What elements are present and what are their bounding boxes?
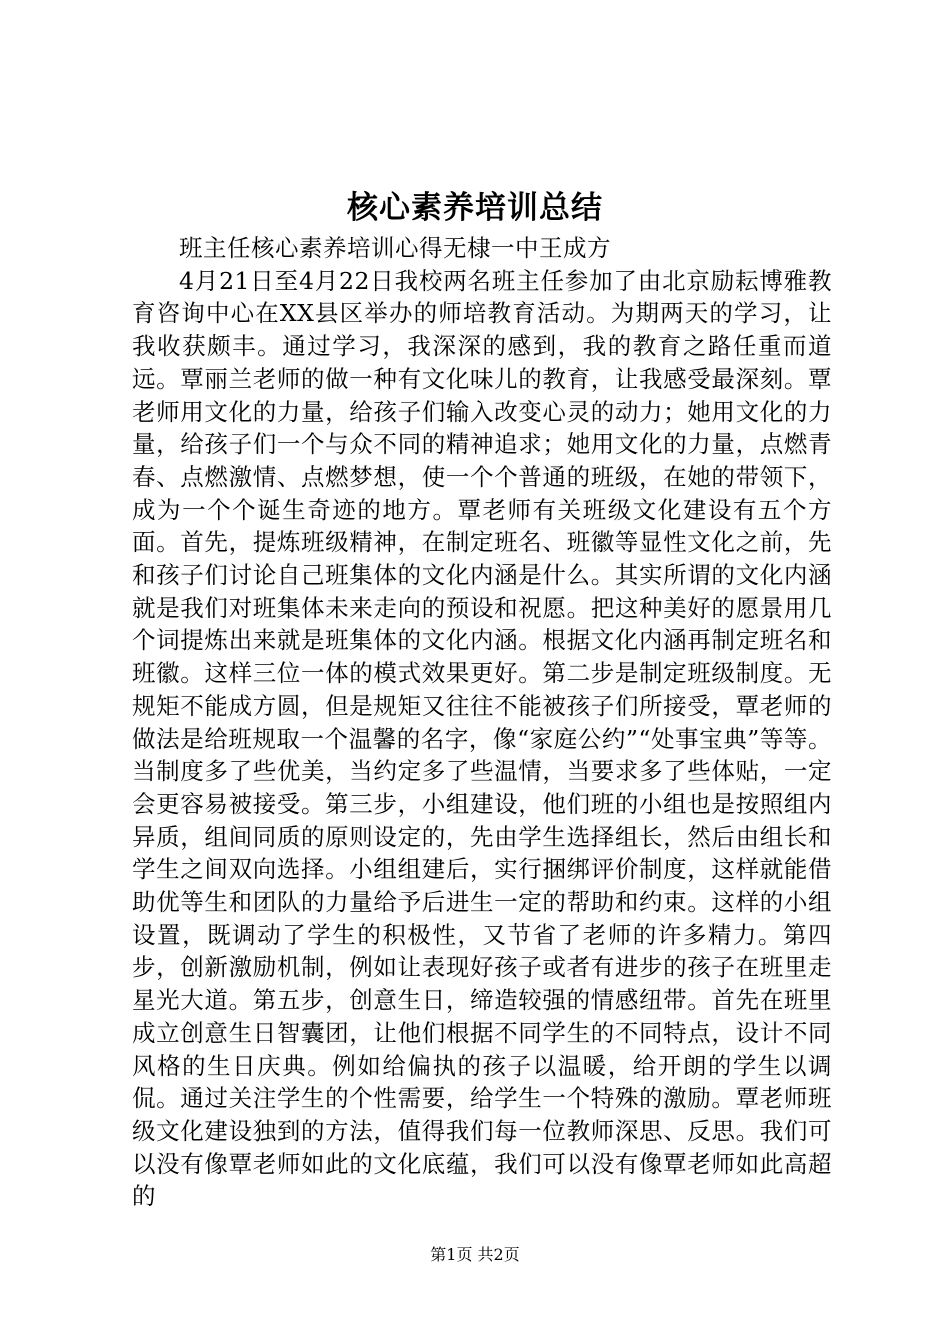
page-number-footer: 第1页 共2页 [430, 1245, 520, 1264]
document-title: 核心素养培训总结 [347, 190, 603, 226]
body-paragraph: 4月21日至4月22日我校两名班主任参加了由北京励耘博雅教育咨询中心在XX县区举办的师培教育活动。为期两天的学习，让我收获颇丰。通过学习，我深深的感到，我的教育之路任重而道远。覃丽兰老师的做一种有文化味儿的教育，让我感受最深刻。覃老师用文化的力量，给孩子们输入改变心灵的动力；她用文化的力量，给孩子们一个与众不同的精神追求；她用文化的力量，点燃青春、点燃激情、点燃梦想，使一个个普通的班级，在她的带领下，成为一个个诞生奇迹的地方。覃老师有关班级文化建设有五个方面。首先，提炼班级精神，在制定班名、班徽等显性文化之前，先和孩子们讨论自己班集体的文化内涵是什么。其实所谓的文化内涵就是我们对班集体未来走向的预设和祝愿。把这种美好的愿景用几个词提炼出来就是班集体的文化内涵。根据文化内涵再制定班名和班徽。这样三位一体的模式效果更好。第二步是制定班级制度。无规矩不能成方圆，但是规矩又往往不能被孩子们所接受，覃老师的做法是给班规取一个温馨的名字，像“家庭公约”“处事宝典”等等。当制度多了些优美，当约定多了些温情，当要求多了些体贴，一定会更容易被接受。第三步，小组建设，他们班的小组也是按照组内异质，组间同质的原则设定的，先由学生选择组长，然后由组长和学生之间双向选择。小组组建后，实行捆绑评价制度，这样就能借助优等生和团队的力量给予后进生一定的帮助和约束。这样的小组设置，既调动了学生的积极性，又节省了老师的许多精力。第四步，创新激励机制，例如让表现好孩子或者有进步的孩子在班里走星光大道。第五步，创意生日，缔造较强的情感纽带。首先在班里成立创意生日智囊团，让他们根据不同学生的不同特点，设计不同风格的生日庆典。例如给偏执的孩子以温暖，给开朗的学生以调侃。通过关注学生的个性需要，给学生一个特殊的激励。覃老师班级文化建设独到的方法，值得我们每一位教师深思、反思。我们可以没有像覃老师如此的文化底蕴，我们可以没有像覃老师如此高超的 [132, 266, 832, 1211]
subtitle-paragraph: 班主任核心素养培训心得无棣一中王成方 [179, 234, 611, 262]
document-body [132, 232, 832, 1213]
